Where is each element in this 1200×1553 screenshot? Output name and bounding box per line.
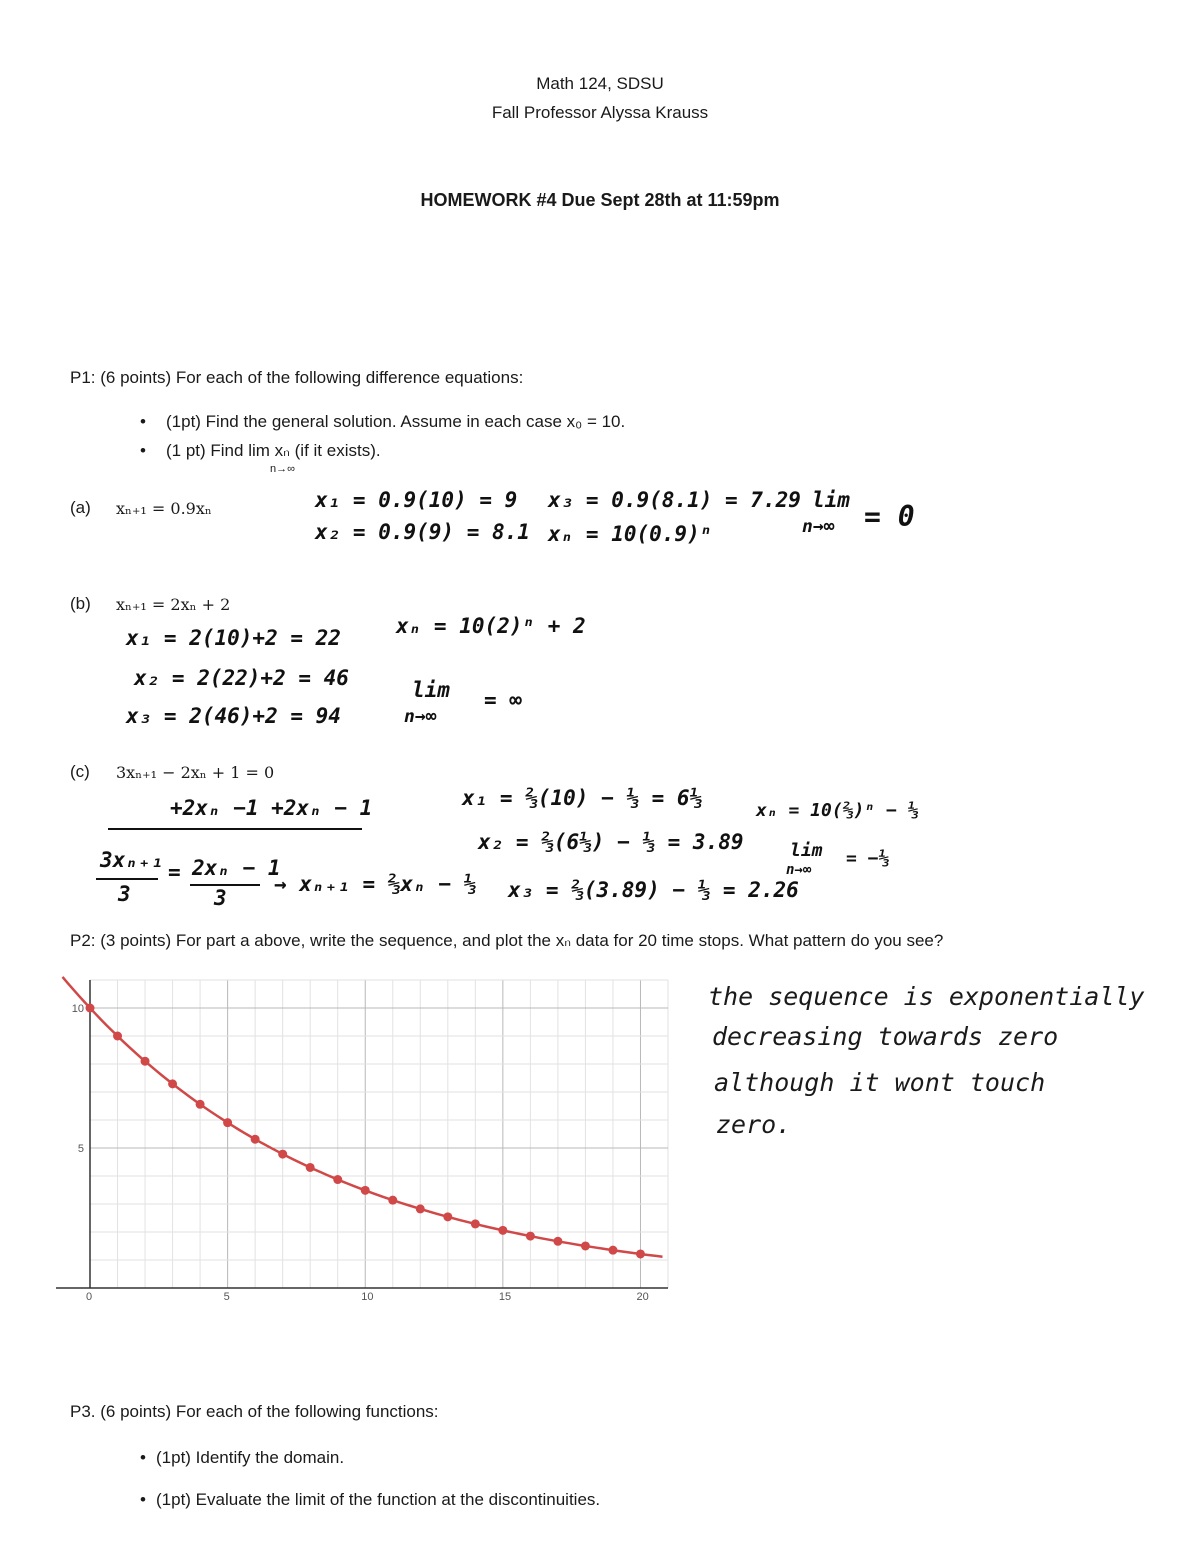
fraction-bar <box>96 878 158 880</box>
p1a-lim-sub: n→∞ <box>802 516 835 537</box>
data-point <box>388 1196 397 1205</box>
x-tick-label: 15 <box>498 1291 512 1302</box>
p1a-x1: x₁ = 0.9(10) = 9 <box>315 488 518 512</box>
chart-axes <box>56 980 668 1288</box>
lim-subscript: n→∞ <box>270 463 295 475</box>
data-point <box>443 1212 452 1221</box>
p1c-label: (c) <box>70 762 90 781</box>
data-point <box>581 1241 590 1250</box>
p1c-x3: x₃ = ⅔(3.89) − ⅓ = 2.26 <box>508 878 799 902</box>
p1a-x3: x₃ = 0.9(8.1) = 7.29 <box>548 488 801 512</box>
p1c-lim: lim <box>790 840 823 861</box>
p1c-equation: 3xₙ₊₁ − 2xₙ + 1 = 0 <box>116 763 275 782</box>
p1b-limit-value: = ∞ <box>484 688 522 712</box>
y-tick-label: 10 <box>71 1003 84 1015</box>
data-point <box>86 1004 95 1013</box>
x-tick-label: 20 <box>636 1291 649 1302</box>
p1c-general: xₙ = 10(⅔)ⁿ − ⅓ <box>756 800 919 821</box>
data-point <box>498 1226 507 1235</box>
data-point <box>306 1163 315 1172</box>
p1b-x3: x₃ = 2(46)+2 = 94 <box>126 704 341 728</box>
p1b-x2: x₂ = 2(22)+2 = 46 <box>134 666 349 690</box>
data-point <box>141 1057 150 1066</box>
p1b-lim-sub: n→∞ <box>404 706 437 727</box>
p1-intro: P1: (6 points) For each of the following difference equations: <box>70 368 524 387</box>
p1c-frac2-num: 2xₙ − 1 <box>192 856 281 880</box>
p1a-lim: lim <box>812 488 850 512</box>
y-tick-label: 5 <box>77 1143 84 1155</box>
data-point <box>223 1118 232 1127</box>
data-point <box>361 1186 370 1195</box>
tick-labels <box>72 1003 649 1302</box>
p1-bullet-1: • (1pt) Find the general solution. Assume in each case x₀ = 10. <box>140 412 626 431</box>
underline <box>108 828 362 830</box>
p1c-lim-sub: n→∞ <box>786 862 812 878</box>
p1c-recursion: → xₙ₊₁ = ⅔xₙ − ⅓ <box>274 872 477 896</box>
p2-prompt: P2: (3 points) For part a above, write the sequence, and plot the xₙ data for 20 time stops. What pattern do you see? <box>70 931 944 950</box>
data-point <box>196 1100 205 1109</box>
data-point <box>471 1219 480 1228</box>
p1c-limit-value: = −⅓ <box>846 848 890 869</box>
p1c-frac-den: 3 <box>118 882 131 906</box>
homework-title: HOMEWORK #4 Due Sept 28th at 11:59pm <box>420 190 780 210</box>
p1a-equation: xₙ₊₁ = 0.9xₙ <box>116 499 212 518</box>
series-line <box>63 977 663 1257</box>
data-point <box>251 1135 260 1144</box>
p3-bullet-1: • (1pt) Identify the domain. <box>140 1448 345 1467</box>
chart-grid <box>90 980 668 1288</box>
x-tick-label: 5 <box>223 1291 230 1302</box>
p1b-equation: xₙ₊₁ = 2xₙ + 2 <box>116 595 231 614</box>
p2-answer-line-4: zero. <box>716 1110 792 1139</box>
p1b-label: (b) <box>70 594 91 613</box>
data-point <box>168 1079 177 1088</box>
p1a-general: xₙ = 10(0.9)ⁿ <box>548 522 713 546</box>
data-point <box>636 1249 645 1258</box>
x-tick-label: 0 <box>86 1291 93 1302</box>
p2-answer-line-2: decreasing towards zero <box>712 1022 1059 1051</box>
data-point <box>608 1246 617 1255</box>
data-point <box>553 1237 562 1246</box>
p1c-frac2-den: 3 <box>214 886 227 910</box>
p1a-limit-value: = 0 <box>864 500 915 533</box>
data-point <box>526 1232 535 1241</box>
p1c-frac-num: 3xₙ₊₁ <box>100 848 164 872</box>
data-point <box>416 1204 425 1213</box>
p1b-general: xₙ = 10(2)ⁿ + 2 <box>396 614 586 638</box>
p3-intro: P3. (6 points) For each of the following functions: <box>70 1402 439 1421</box>
data-point <box>333 1175 342 1184</box>
p3-bullet-1-text: (1pt) Identify the domain. <box>156 1448 345 1467</box>
x-tick-label: 10 <box>361 1291 374 1302</box>
p1-bullet-2-text: (1 pt) Find lim xₙ (if it exists). <box>166 441 381 460</box>
p3-bullet-2: • (1pt) Evaluate the limit of the function at the discontinuities. <box>140 1490 601 1509</box>
p2-answer-line-3: although it wont touch <box>714 1068 1046 1097</box>
p1b-x1: x₁ = 2(10)+2 = 22 <box>126 626 341 650</box>
p1-bullet-2: • (1 pt) Find lim xₙ (if it exists). <box>140 441 381 460</box>
p1c-step: +2xₙ −1 +2xₙ − 1 <box>170 796 373 820</box>
p1a-label: (a) <box>70 498 91 517</box>
term-professor: Fall Professor Alyssa Krauss <box>491 103 709 122</box>
p1a-x2: x₂ = 0.9(9) = 8.1 <box>315 520 530 544</box>
p1b-lim: lim <box>412 678 450 702</box>
p1c-equals: = <box>168 860 181 884</box>
p1c-x1: x₁ = ⅔(10) − ⅓ = 6⅓ <box>462 786 703 810</box>
p1c-x2: x₂ = ⅔(6⅓) − ⅓ = 3.89 <box>478 830 744 854</box>
p2-answer-line-1: the sequence is exponentially <box>708 982 1145 1011</box>
data-point <box>278 1150 287 1159</box>
p3-bullet-2-text: (1pt) Evaluate the limit of the function at the discontinuities. <box>156 1490 601 1509</box>
data-point <box>113 1032 122 1041</box>
course-title: Math 124, SDSU <box>536 74 664 93</box>
p1-bullet-1-text: (1pt) Find the general solution. Assume in each case x₀ = 10. <box>166 412 626 431</box>
sequence-chart <box>56 972 676 1302</box>
